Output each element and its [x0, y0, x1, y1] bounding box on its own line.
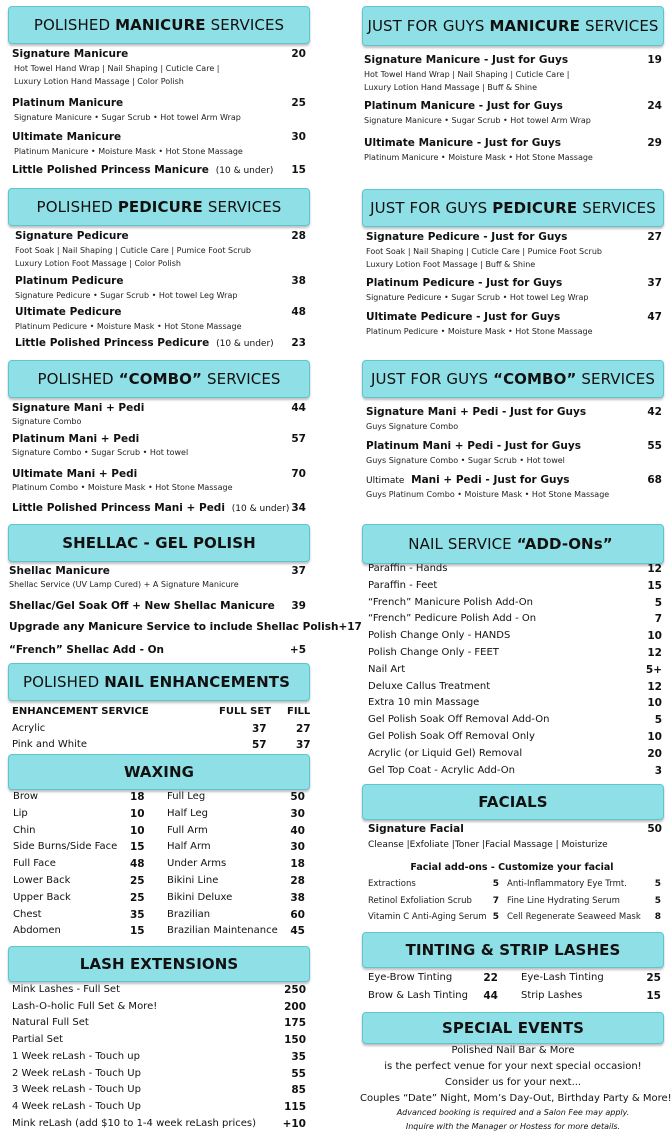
- menu-item: [12, 433, 306, 445]
- lash-price: 200: [284, 1000, 306, 1013]
- item-price: 37: [291, 565, 306, 577]
- header-prefix: JUST FOR GUYS: [371, 370, 489, 388]
- menu-item: [364, 137, 662, 149]
- tint-price: 22: [483, 972, 498, 984]
- col-full-set: FULL SET: [219, 706, 272, 717]
- lash-name: Mink reLash (add $10 to 1-4 week reLash prices): [12, 1117, 257, 1129]
- event-line: Couples “Date” Night, Mom’s Day-Out, Birthday Party & More!: [360, 1093, 672, 1104]
- menu-item: [366, 440, 662, 452]
- header-main: PEDICURE: [492, 199, 578, 217]
- age-note: (10 & under): [228, 504, 290, 514]
- menu-item: [366, 474, 662, 486]
- col-fill: FILL: [287, 706, 311, 717]
- item-name: “French” Shellac Add - On: [9, 644, 164, 656]
- menu-item: [15, 306, 306, 318]
- addon-price: 5: [654, 596, 662, 609]
- wax-name: Half Arm: [167, 841, 211, 853]
- event-line: is the perfect venue for your next special occasion!: [384, 1061, 642, 1072]
- facial-addons-heading: Facial add-ons - Customize your facial: [410, 862, 614, 873]
- item-price: 30: [291, 131, 306, 143]
- addon-name: Extra 10 min Massage: [368, 697, 480, 709]
- facial-addon-name: Extractions: [368, 879, 416, 889]
- addon-price: 10: [647, 731, 662, 743]
- item-price: 23: [291, 337, 306, 349]
- event-line: Advanced booking is required and a Salon Fee may apply.: [396, 1108, 630, 1117]
- tint-name: Eye-Lash Tinting: [521, 972, 604, 983]
- wax-name: Upper Back: [13, 891, 71, 903]
- wax-price: 30: [290, 841, 305, 854]
- item-description: Signature Combo • Sugar Scrub • Hot towel: [12, 448, 189, 457]
- addon-price: 12: [647, 680, 662, 693]
- item-price: 27: [647, 231, 662, 243]
- wax-name: Full Leg: [167, 791, 206, 802]
- enh-full-price: 57: [252, 739, 267, 751]
- item-name: Shellac Manicure: [9, 565, 110, 577]
- menu-item: [12, 468, 306, 480]
- lash-price: +10: [282, 1117, 306, 1130]
- item-price: +17: [338, 621, 362, 633]
- menu-item: [12, 502, 306, 514]
- wax-name: Chest: [13, 908, 42, 920]
- addon-name: Paraffin - Feet: [368, 579, 438, 591]
- item-description: Platinum Pedicure • Moisture Mask • Hot Stone Massage: [15, 322, 242, 331]
- addon-name: “French” Manicure Polish Add-On: [368, 596, 533, 608]
- item-price: 29: [647, 137, 662, 149]
- item-description: Luxury Lotion Hand Massage | Buff & Shine: [364, 83, 538, 92]
- header-prefix: POLISHED: [22, 673, 100, 691]
- wax-price: 25: [130, 875, 145, 887]
- lash-price: 85: [291, 1084, 306, 1097]
- lash-price: 115: [284, 1100, 306, 1113]
- item-price: 47: [647, 311, 662, 323]
- wax-name: Lower Back: [13, 875, 71, 886]
- section-header-facials: [362, 784, 664, 820]
- item-price: 68: [647, 474, 662, 486]
- lash-name: Partial Set: [12, 1034, 64, 1046]
- wax-name: Bikini Line: [167, 875, 219, 886]
- item-description: Guys Platinum Combo • Moisture Mask • Hot Stone Massage: [366, 490, 610, 499]
- header-main: SHELLAC - GEL POLISH: [62, 534, 256, 552]
- lash-name: 2 Week reLash - Touch Up: [12, 1067, 141, 1079]
- header-suffix: SERVICES: [210, 16, 285, 34]
- wax-price: 10: [130, 807, 145, 820]
- item-name: Ultimate Pedicure: [15, 306, 122, 318]
- item-name: Platinum Manicure - Just for Guys: [364, 100, 563, 112]
- addon-price: 5+: [645, 663, 662, 676]
- section-header-guys-pedicure: [362, 189, 664, 227]
- item-name: Platinum Mani + Pedi: [12, 433, 140, 445]
- menu-item: [9, 621, 362, 633]
- header-suffix: SERVICES: [207, 370, 281, 388]
- addon-price: 5: [654, 714, 662, 727]
- facial-name: Signature Facial: [368, 823, 464, 835]
- wax-price: 50: [290, 791, 305, 803]
- facial-addon-name: Fine Line Hydrating Serum: [507, 895, 620, 906]
- addon-name: Gel Top Coat - Acrylic Add-On: [368, 764, 515, 776]
- wax-price: 10: [130, 824, 145, 837]
- item-price: 20: [291, 48, 306, 60]
- wax-name: Full Face: [13, 858, 56, 870]
- addon-price: 3: [654, 764, 662, 777]
- item-name: Ultimate Manicure - Just for Guys: [364, 137, 561, 149]
- item-description: Platinum Manicure • Moisture Mask • Hot Stone Massage: [14, 147, 243, 156]
- wax-price: 18: [130, 791, 145, 803]
- item-price: 38: [291, 275, 306, 287]
- wax-name: Bikini Deluxe: [167, 891, 233, 903]
- item-name: Ultimate Mani + Pedi - Just for Guys: [366, 474, 570, 486]
- addon-price: 12: [647, 647, 662, 659]
- header-main: MANICURE: [489, 17, 580, 35]
- section-header-manicure: [8, 6, 310, 44]
- wax-name: Brazilian Maintenance: [167, 925, 278, 937]
- addon-price: 15: [647, 579, 662, 592]
- col-service: ENHANCEMENT SERVICE: [12, 706, 149, 717]
- event-line: Polished Nail Bar & More: [451, 1045, 575, 1056]
- menu-item: [366, 231, 662, 243]
- enh-name: Acrylic: [12, 723, 46, 734]
- menu-item: [15, 275, 306, 287]
- wax-name: Under Arms: [167, 858, 227, 870]
- header-main: PEDICURE: [117, 198, 203, 216]
- addon-name: Polish Change Only - HANDS: [368, 630, 511, 642]
- wax-name: Brow: [13, 791, 39, 802]
- item-name: Little Polished Princess Mani + Pedi (10 & under): [12, 502, 290, 514]
- facial-addon-price: 5: [492, 879, 499, 889]
- wax-name: Full Arm: [167, 824, 208, 836]
- item-description: Guys Signature Combo: [366, 422, 459, 431]
- lash-price: 55: [291, 1067, 306, 1080]
- menu-item: [9, 565, 306, 577]
- item-description: Foot Soak | Nail Shaping | Cuticle Care | Pumice Foot Scrub: [15, 246, 251, 255]
- item-description: Guys Signature Combo • Sugar Scrub • Hot towel: [366, 456, 565, 465]
- item-price: 37: [647, 277, 662, 289]
- facial-addon-name: Vitamin C Anti-Aging Serum: [368, 912, 487, 922]
- lash-price: 150: [284, 1034, 306, 1047]
- item-name: Upgrade any Manicure Service to include Shellac Polish: [9, 621, 339, 633]
- wax-price: 48: [130, 858, 145, 871]
- item-description: Signature Manicure • Sugar Scrub • Hot towel Arm Wrap: [14, 113, 241, 122]
- wax-name: Side Burns/Side Face: [13, 841, 118, 853]
- addon-price: 12: [647, 563, 662, 575]
- item-price: 44: [291, 402, 306, 414]
- item-price: 42: [647, 406, 662, 418]
- enh-full-price: 37: [252, 723, 267, 735]
- item-name: Shellac/Gel Soak Off + New Shellac Manicure: [9, 600, 275, 612]
- wax-name: Abdomen: [13, 925, 61, 937]
- header-main: TINTING & STRIP LASHES: [405, 941, 621, 959]
- tint-price: 15: [646, 990, 661, 1002]
- menu-item: [364, 54, 662, 66]
- wax-price: 25: [130, 891, 145, 904]
- lash-price: 35: [291, 1050, 306, 1063]
- facial-addon-name: Cell Regenerate Seaweed Mask: [507, 912, 641, 922]
- item-description: Hot Towel Hand Wrap | Nail Shaping | Cuticle Care |: [14, 64, 220, 73]
- tint-name: Brow & Lash Tinting: [368, 990, 468, 1001]
- header-main: WAXING: [123, 763, 195, 781]
- section-header-pedicure: [8, 188, 310, 226]
- header-main: “COMBO”: [118, 370, 202, 388]
- wax-price: 15: [130, 841, 145, 854]
- lash-name: 3 Week reLash - Touch Up: [12, 1084, 141, 1096]
- enh-name: Pink and White: [12, 739, 87, 750]
- item-description: Hot Towel Hand Wrap | Nail Shaping | Cuticle Care |: [364, 70, 570, 79]
- menu-item: [366, 406, 662, 418]
- header-main: MANICURE: [115, 16, 206, 34]
- addon-price: 10: [647, 697, 662, 710]
- header-prefix: JUST FOR GUYS: [370, 199, 488, 217]
- wax-price: 28: [290, 875, 305, 887]
- menu-item: [15, 337, 306, 349]
- wax-name: Brazilian: [167, 908, 211, 920]
- item-price: 57: [291, 433, 306, 445]
- section-header-guys-combo: [362, 360, 664, 398]
- item-description: Platinum Pedicure • Moisture Mask • Hot Stone Massage: [366, 327, 593, 336]
- item-name: Signature Manicure - Just for Guys: [364, 54, 569, 66]
- menu-item: [366, 277, 662, 289]
- menu-item: [366, 311, 662, 323]
- item-name: Ultimate Mani + Pedi: [12, 468, 138, 480]
- addon-name: Acrylic (or Liquid Gel) Removal: [368, 747, 523, 759]
- wax-price: 38: [290, 891, 305, 904]
- tint-name: Strip Lashes: [521, 990, 583, 1001]
- item-price: 28: [291, 230, 306, 242]
- addon-name: “French” Pedicure Polish Add - On: [368, 613, 537, 625]
- wax-price: 18: [290, 858, 305, 871]
- addon-name: Deluxe Callus Treatment: [368, 680, 491, 692]
- item-name: Ultimate Manicure: [12, 131, 122, 143]
- addon-name: Paraffin - Hands: [368, 563, 448, 574]
- lash-name: 1 Week reLash - Touch up: [12, 1050, 140, 1062]
- enh-fill-price: 27: [296, 723, 311, 735]
- wax-price: 35: [130, 908, 145, 921]
- item-price: 34: [291, 502, 306, 514]
- facial-addon-name: Retinol Exfoliation Scrub: [368, 895, 472, 906]
- item-description: Signature Pedicure • Sugar Scrub • Hot towel Leg Wrap: [366, 293, 589, 302]
- section-header-combo: [8, 360, 310, 398]
- wax-price: 60: [290, 908, 305, 921]
- facial-addon-price: 5: [492, 912, 499, 922]
- addon-price: 7: [654, 613, 662, 626]
- item-description: Signature Combo: [12, 417, 82, 426]
- menu-item: [12, 48, 306, 60]
- facial-price: 50: [647, 823, 662, 835]
- addon-name: Nail Art: [368, 663, 406, 675]
- age-note: (10 & under): [213, 339, 274, 349]
- tint-name: Eye-Brow Tinting: [368, 972, 453, 983]
- section-header-tinting: [362, 932, 664, 968]
- item-price: +5: [289, 644, 306, 656]
- header-main: LASH EXTENSIONS: [79, 955, 239, 973]
- menu-item: [364, 100, 662, 112]
- item-name: Platinum Pedicure - Just for Guys: [366, 277, 563, 289]
- item-price: 39: [291, 600, 306, 612]
- header-main: “ADD-ONs”: [516, 535, 613, 553]
- lash-price: 250: [284, 984, 306, 996]
- item-price: 55: [647, 440, 662, 452]
- addon-name: Polish Change Only - FEET: [368, 647, 499, 658]
- item-price: 15: [291, 164, 306, 176]
- item-price: 70: [291, 468, 306, 480]
- item-name: Ultimate Pedicure - Just for Guys: [366, 311, 561, 323]
- addon-name: Gel Polish Soak Off Removal Only: [368, 731, 535, 742]
- header-main: “COMBO”: [493, 370, 577, 388]
- header-prefix: POLISHED: [37, 370, 114, 388]
- item-description: Luxury Lotion Hand Massage | Color Polish: [14, 77, 184, 86]
- item-price: 19: [647, 54, 662, 66]
- item-name: Signature Pedicure - Just for Guys: [366, 231, 568, 243]
- enh-fill-price: 37: [296, 739, 311, 751]
- section-header-waxing: [8, 754, 310, 790]
- menu-item: [12, 131, 306, 143]
- wax-price: 30: [290, 807, 305, 820]
- wax-name: Chin: [13, 824, 36, 836]
- item-name: Little Polished Princess Pedicure (10 & under): [15, 337, 274, 349]
- header-main: NAIL ENHANCEMENTS: [104, 673, 291, 691]
- tint-price: 25: [646, 972, 661, 984]
- item-name: Signature Mani + Pedi - Just for Guys: [366, 406, 587, 418]
- lash-name: 4 Week reLash - Touch Up: [12, 1100, 141, 1112]
- item-price: 24: [647, 100, 662, 112]
- menu-item: [9, 600, 306, 612]
- item-name: Platinum Pedicure: [15, 275, 124, 287]
- lash-price: 175: [284, 1017, 306, 1030]
- menu-item: [12, 97, 306, 109]
- header-prefix: JUST FOR GUYS: [367, 17, 485, 35]
- wax-price: 40: [290, 824, 305, 837]
- facial-addon-price: 5: [654, 879, 661, 889]
- event-line: Inquire with the Manager or Hostess for more details.: [405, 1122, 621, 1131]
- facial-addon-price: 7: [492, 895, 499, 906]
- wax-price: 15: [130, 925, 145, 938]
- item-description: Luxury Lotion Foot Massage | Buff & Shine: [366, 260, 536, 269]
- facial-description: Cleanse |Exfoliate |Toner |Facial Massage | Moisturize: [368, 840, 608, 850]
- menu-item: [12, 164, 306, 176]
- item-description: Platinum Combo • Moisture Mask • Hot Stone Massage: [12, 483, 233, 492]
- event-line: Consider us for your next...: [444, 1077, 582, 1088]
- facial-addon-price: 5: [654, 895, 661, 906]
- header-suffix: SERVICES: [207, 198, 282, 216]
- section-header-shellac: [8, 524, 310, 562]
- lash-name: Natural Full Set: [12, 1017, 89, 1029]
- header-main: SPECIAL EVENTS: [441, 1019, 585, 1037]
- item-price: 25: [291, 97, 306, 109]
- item-name: Platinum Mani + Pedi - Just for Guys: [366, 440, 581, 452]
- header-prefix: POLISHED: [33, 16, 111, 34]
- item-description: Luxury Lotion Foot Massage | Color Polish: [15, 259, 181, 268]
- facial-addon-price: 8: [654, 912, 661, 922]
- facial-addon-name: Anti-Inflammatory Eye Trmt.: [507, 879, 627, 889]
- section-header-addons: [362, 524, 664, 564]
- item-name: Signature Manicure: [12, 48, 129, 60]
- age-note: (10 & under): [212, 166, 274, 176]
- item-name-rest: Mani + Pedi - Just for Guys: [407, 474, 570, 486]
- item-description: Signature Pedicure • Sugar Scrub • Hot towel Leg Wrap: [15, 291, 238, 300]
- header-prefix: NAIL SERVICE: [408, 535, 512, 553]
- item-name: Little Polished Princess Manicure (10 & under): [12, 164, 274, 176]
- item-description: Platinum Manicure • Moisture Mask • Hot Stone Massage: [364, 153, 593, 162]
- item-name: Platinum Manicure: [12, 97, 124, 109]
- header-prefix: POLISHED: [36, 198, 113, 216]
- item-name: Signature Mani + Pedi: [12, 402, 145, 414]
- item-description: Foot Soak | Nail Shaping | Cuticle Care | Pumice Foot Scrub: [366, 247, 602, 256]
- lash-name: Mink Lashes - Full Set: [12, 984, 120, 995]
- wax-name: Lip: [13, 807, 28, 819]
- header-suffix: SERVICES: [584, 17, 659, 35]
- tint-price: 44: [483, 990, 498, 1002]
- wax-name: Half Leg: [167, 807, 209, 819]
- header-suffix: SERVICES: [581, 370, 655, 388]
- section-header-lash: [8, 946, 310, 982]
- addon-price: 20: [647, 747, 662, 760]
- item-description: Signature Manicure • Sugar Scrub • Hot towel Arm Wrap: [364, 116, 591, 125]
- lash-name: Lash-O-holic Full Set & More!: [12, 1000, 158, 1012]
- section-header-enhancements: [8, 663, 310, 701]
- section-header-events: [362, 1012, 664, 1044]
- addon-name: Gel Polish Soak Off Removal Add-On: [368, 714, 550, 726]
- menu-item: [12, 402, 306, 414]
- addon-price: 10: [647, 630, 662, 643]
- item-price: 48: [291, 306, 306, 318]
- section-header-guys-manicure: [362, 6, 664, 46]
- wax-price: 45: [290, 925, 305, 938]
- header-main: FACIALS: [478, 793, 548, 811]
- menu-item: [15, 230, 306, 242]
- header-suffix: SERVICES: [582, 199, 656, 217]
- item-name: Signature Pedicure: [15, 230, 129, 242]
- menu-item: [9, 644, 306, 656]
- item-description: Shellac Service (UV Lamp Cured) + A Signature Manicure: [9, 580, 239, 589]
